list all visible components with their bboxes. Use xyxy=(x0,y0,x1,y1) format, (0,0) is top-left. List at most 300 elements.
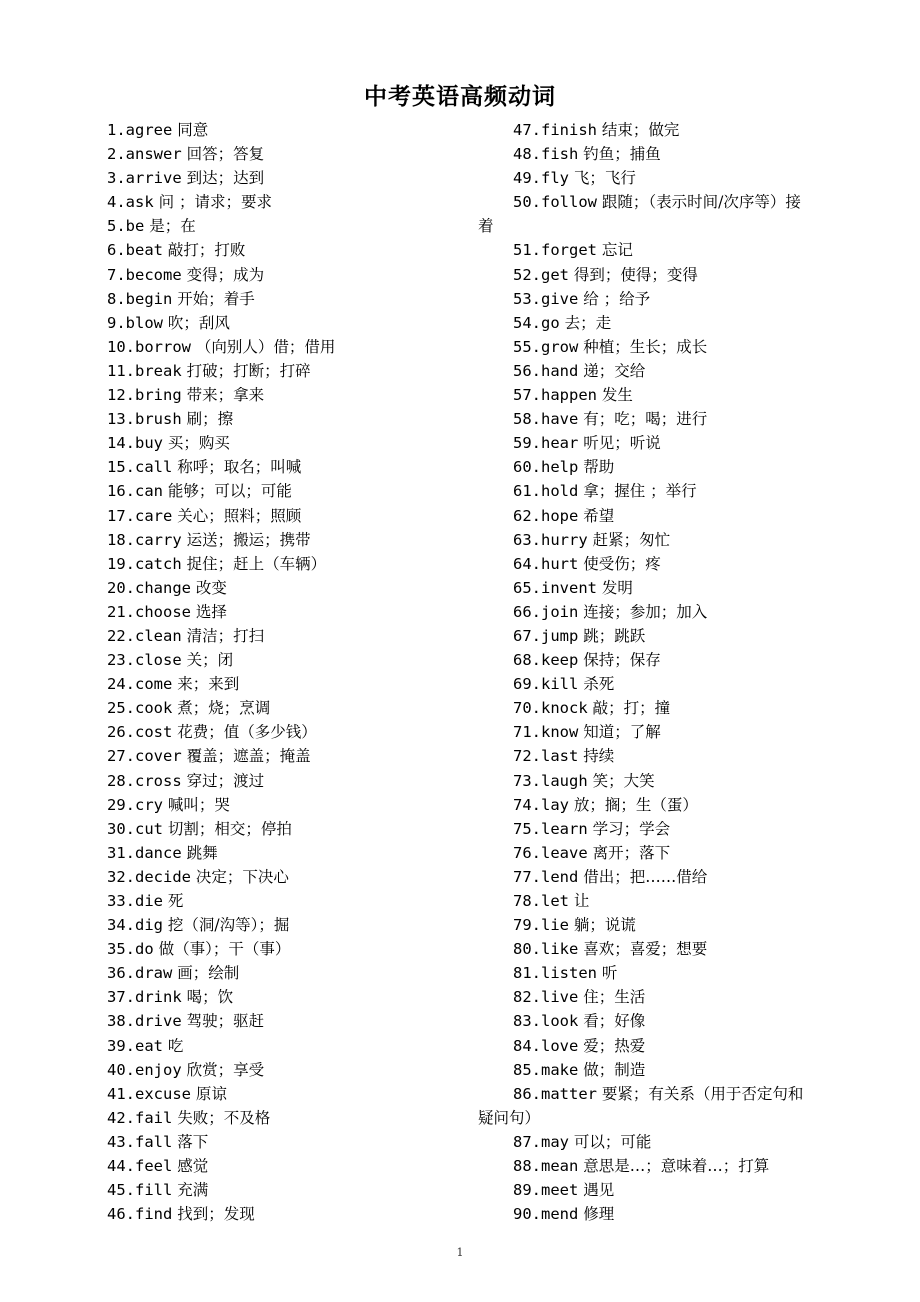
vocab-entry xyxy=(478,769,868,793)
entry-word: fall xyxy=(135,1132,173,1151)
entry-number: 7. xyxy=(107,265,126,284)
vocab-entry xyxy=(478,1034,868,1058)
entry-word: have xyxy=(541,410,579,429)
entry-number: 88. xyxy=(513,1157,541,1176)
entry-number: 21. xyxy=(107,602,135,621)
entry-number: 70. xyxy=(513,699,541,718)
entry-word: invent xyxy=(541,578,597,597)
entry-word: bring xyxy=(135,386,182,405)
vocab-entry xyxy=(478,1154,868,1178)
vocab-entry xyxy=(478,479,868,503)
entry-meaning: 飞；飞行 xyxy=(569,169,636,188)
entry-number: 62. xyxy=(513,506,541,525)
entry-word: hear xyxy=(541,434,579,453)
entry-word: live xyxy=(541,988,579,1007)
entry-meaning: 来；来到 xyxy=(172,675,240,694)
entry-meaning: 钓鱼；捕鱼 xyxy=(578,145,661,164)
vocab-entry xyxy=(107,431,507,455)
vocab-entry xyxy=(107,720,507,744)
entry-word: learn xyxy=(541,819,588,838)
vocab-entry xyxy=(107,1178,507,1202)
vocab-entry xyxy=(478,793,868,817)
vocab-entry xyxy=(478,985,868,1009)
entry-word: give xyxy=(541,289,579,308)
entry-word: look xyxy=(541,1012,579,1031)
entry-word: follow xyxy=(541,193,597,212)
entry-meaning: 死 xyxy=(163,892,184,910)
entry-word: blow xyxy=(125,313,163,332)
entry-meaning: 切割；相交；停拍 xyxy=(163,819,292,838)
entry-number: 48. xyxy=(513,145,541,164)
vocab-entry xyxy=(478,1058,868,1082)
vocab-entry xyxy=(478,504,868,528)
vocab-entry xyxy=(478,913,868,937)
entry-word: brush xyxy=(135,410,182,429)
vocab-entry xyxy=(107,744,507,768)
vocab-entry xyxy=(107,1202,507,1226)
entry-number: 16. xyxy=(107,482,135,501)
entry-number: 53. xyxy=(513,289,541,308)
vocab-entry xyxy=(107,1009,507,1033)
entry-meaning: 连接；参加；加入 xyxy=(578,602,708,621)
entry-number: 54. xyxy=(513,313,541,332)
entry-meaning: 问 ；请求；要求 xyxy=(153,193,273,212)
vocab-entry xyxy=(107,817,507,841)
entry-meaning: 发明 xyxy=(597,578,633,597)
entry-number: 9. xyxy=(107,313,126,332)
entry-word: fill xyxy=(135,1181,173,1200)
vocab-entry xyxy=(478,335,868,359)
vocab-entry xyxy=(478,166,868,190)
vocab-entry xyxy=(107,214,507,238)
vocab-entry xyxy=(478,383,868,407)
vocab-entry xyxy=(107,793,507,817)
vocab-entry xyxy=(478,576,868,600)
entry-word: fail xyxy=(135,1108,173,1127)
entry-word: hurry xyxy=(541,530,588,549)
entry-number: 56. xyxy=(513,361,541,380)
vocab-entry xyxy=(478,624,868,648)
entry-number: 82. xyxy=(513,988,541,1007)
entry-word: borrow xyxy=(135,337,191,356)
entry-word: leave xyxy=(541,843,588,862)
vocab-entry xyxy=(478,287,868,311)
vocab-entry xyxy=(107,648,507,672)
vocab-entry xyxy=(478,238,868,262)
vocab-entry xyxy=(107,672,507,696)
vocab-entry xyxy=(107,961,507,985)
entry-word: cross xyxy=(135,771,182,790)
page-title: 中考英语高频动词 xyxy=(364,84,556,110)
vocab-entry xyxy=(478,190,868,214)
entry-word: lend xyxy=(541,867,579,886)
entry-number: 80. xyxy=(513,940,541,959)
entry-meaning: 关；闭 xyxy=(181,651,234,670)
entry-word: ask xyxy=(125,193,154,212)
entry-word: last xyxy=(541,747,579,766)
entry-meaning-continued: 疑问句） xyxy=(478,1108,541,1127)
entry-word: dig xyxy=(135,916,163,935)
entry-word: cry xyxy=(135,795,163,814)
entry-number: 3. xyxy=(107,169,126,188)
entry-meaning: 找到；发现 xyxy=(172,1205,255,1224)
entry-number: 18. xyxy=(107,530,135,549)
entry-number: 59. xyxy=(513,434,541,453)
vocab-entry xyxy=(478,696,868,720)
entry-word: may xyxy=(541,1132,569,1151)
entry-word: mean xyxy=(541,1157,579,1176)
entry-word: change xyxy=(135,578,191,597)
entry-meaning: 喝；饮 xyxy=(181,988,234,1007)
entry-number: 11. xyxy=(107,361,135,380)
entry-number: 46. xyxy=(107,1205,135,1224)
entry-meaning: 刷；擦 xyxy=(181,410,234,429)
vocab-entry xyxy=(478,407,868,431)
entry-word: keep xyxy=(541,651,579,670)
entry-word: begin xyxy=(125,289,173,308)
vocab-entry xyxy=(107,1058,507,1082)
vocab-entry xyxy=(107,624,507,648)
vocab-entry xyxy=(107,190,507,214)
entry-meaning: 躺；说谎 xyxy=(569,916,636,935)
vocab-entry xyxy=(478,889,868,913)
entry-word: mend xyxy=(541,1205,579,1224)
entry-number: 72. xyxy=(513,747,541,766)
entry-meaning: 原谅 xyxy=(191,1084,227,1103)
entry-number: 5. xyxy=(107,217,126,236)
entry-word: grow xyxy=(541,337,579,356)
entry-meaning: 杀死 xyxy=(578,675,615,694)
entry-word: catch xyxy=(135,554,182,573)
entry-word: enjoy xyxy=(135,1060,182,1079)
vocab-entry xyxy=(478,1202,868,1226)
entry-word: buy xyxy=(135,434,163,453)
entry-meaning: 种植；生长；成长 xyxy=(578,337,708,356)
entry-number: 6. xyxy=(107,241,126,260)
entry-meaning: 吃 xyxy=(163,1036,184,1055)
entry-number: 81. xyxy=(513,964,541,983)
entry-number: 61. xyxy=(513,482,541,501)
entry-word: know xyxy=(541,723,579,742)
vocab-entry xyxy=(107,479,507,503)
entry-word: close xyxy=(135,651,182,670)
vocab-entry xyxy=(478,528,868,552)
entry-number: 22. xyxy=(107,626,135,645)
vocab-entry xyxy=(107,889,507,913)
vocab-entry xyxy=(107,166,507,190)
entry-number: 38. xyxy=(107,1012,135,1031)
vocab-entry xyxy=(478,600,868,624)
entry-word: kill xyxy=(541,675,579,694)
vocab-entry xyxy=(478,1130,868,1154)
entry-number: 84. xyxy=(513,1036,541,1055)
entry-meaning: 要紧；有关系（用于否定句和 xyxy=(597,1084,804,1103)
vocab-entry xyxy=(107,937,507,961)
entry-meaning: 花费；值（多少钱） xyxy=(172,723,317,742)
entry-meaning: 听 xyxy=(597,964,618,983)
entry-meaning: 看；好像 xyxy=(578,1012,646,1031)
entry-meaning: 听见；听说 xyxy=(578,434,661,453)
entry-meaning: 覆盖；遮盖；掩盖 xyxy=(181,747,311,766)
entry-word: dance xyxy=(135,843,182,862)
entry-meaning: 帮助 xyxy=(578,458,615,477)
entry-word: decide xyxy=(135,867,191,886)
entry-meaning: 变得；成为 xyxy=(181,265,265,284)
entry-meaning: 感觉 xyxy=(172,1157,209,1176)
entry-meaning: 借出；把……借给 xyxy=(578,867,708,886)
entry-number: 90. xyxy=(513,1205,541,1224)
entry-word: let xyxy=(541,892,569,910)
entry-meaning: 关心；照料；照顾 xyxy=(172,506,302,525)
entry-meaning: 学习；学会 xyxy=(587,819,671,838)
entry-word: become xyxy=(125,265,182,284)
entry-number: 25. xyxy=(107,699,135,718)
entry-meaning: 知道；了解 xyxy=(578,723,661,742)
entry-meaning: 能够；可以；可能 xyxy=(163,482,292,501)
entry-word: forget xyxy=(541,241,597,260)
entry-meaning-continued: 着 xyxy=(478,217,494,236)
entry-word: agree xyxy=(125,121,173,139)
entry-word: hand xyxy=(541,361,579,380)
entry-meaning: 放；搁；生（蛋） xyxy=(569,795,698,814)
entry-meaning: 修理 xyxy=(578,1205,615,1224)
entry-word: die xyxy=(135,892,163,910)
entry-meaning: 让 xyxy=(569,892,590,910)
entry-meaning: 去；走 xyxy=(559,313,612,332)
entry-word: make xyxy=(541,1060,579,1079)
entry-number: 31. xyxy=(107,843,135,862)
vocab-entry xyxy=(107,1154,507,1178)
vocab-entry xyxy=(107,1082,507,1106)
vocab-entry xyxy=(478,263,868,287)
vocab-entry xyxy=(107,118,507,142)
entry-meaning: 决定；下决心 xyxy=(191,867,289,886)
entry-meaning: 失败；不及格 xyxy=(172,1108,271,1127)
vocab-entry xyxy=(107,335,507,359)
entry-number: 67. xyxy=(513,626,541,645)
vocab-entry xyxy=(107,263,507,287)
entry-number: 4. xyxy=(107,193,126,212)
entry-meaning: 笑；大笑 xyxy=(587,771,655,790)
entry-meaning: 做（事）；干（事） xyxy=(153,940,291,959)
entry-number: 30. xyxy=(107,819,135,838)
entry-word: get xyxy=(541,265,569,284)
entry-meaning: 保持；保存 xyxy=(578,651,661,670)
vocab-entry xyxy=(478,937,868,961)
vocab-entry xyxy=(478,744,868,768)
entry-number: 12. xyxy=(107,386,135,405)
entry-word: drive xyxy=(135,1012,182,1031)
entry-meaning: 同意 xyxy=(172,121,209,139)
entry-word: do xyxy=(135,940,154,959)
vocab-entry xyxy=(478,552,868,576)
entry-number: 44. xyxy=(107,1157,135,1176)
vocab-entry xyxy=(107,407,507,431)
entry-meaning: 捉住；赶上（车辆） xyxy=(181,554,327,573)
entry-number: 79. xyxy=(513,916,541,935)
entry-meaning: 住；生活 xyxy=(578,988,646,1007)
entry-number: 13. xyxy=(107,410,135,429)
entry-number: 63. xyxy=(513,530,541,549)
vocab-entry xyxy=(107,311,507,335)
entry-word: cover xyxy=(135,747,182,766)
entry-meaning: 称呼；取名；叫喊 xyxy=(172,458,302,477)
entry-word: choose xyxy=(135,602,191,621)
entry-number: 23. xyxy=(107,651,135,670)
vocab-entry xyxy=(107,455,507,479)
entry-word: break xyxy=(135,361,182,380)
entry-number: 74. xyxy=(513,795,541,814)
entry-word: love xyxy=(541,1036,579,1055)
entry-number: 49. xyxy=(513,169,541,188)
vocab-entry xyxy=(107,359,507,383)
vocab-entry xyxy=(107,696,507,720)
entry-number: 45. xyxy=(107,1181,135,1200)
entry-number: 10. xyxy=(107,337,135,356)
entry-number: 86. xyxy=(513,1084,541,1103)
entry-number: 39. xyxy=(107,1036,135,1055)
entry-meaning: 打破；打断；打碎 xyxy=(181,361,311,380)
entry-word: be xyxy=(125,217,145,236)
vocab-entry xyxy=(478,817,868,841)
entry-meaning: 画；绘制 xyxy=(172,964,240,983)
entry-meaning: 运送；搬运；携带 xyxy=(181,530,311,549)
entry-meaning: 喜欢；喜爱；想要 xyxy=(578,940,708,959)
entry-meaning: 希望 xyxy=(578,506,615,525)
vocab-entry xyxy=(107,985,507,1009)
entry-meaning: 遇见 xyxy=(578,1181,615,1200)
entry-number: 17. xyxy=(107,506,135,525)
entry-meaning: 做；制造 xyxy=(578,1060,646,1079)
entry-number: 43. xyxy=(107,1132,135,1151)
entry-number: 1. xyxy=(107,121,126,139)
entry-meaning: 清洁；打扫 xyxy=(181,626,265,645)
entry-word: listen xyxy=(541,964,597,983)
entry-number: 89. xyxy=(513,1181,541,1200)
entry-word: cut xyxy=(135,819,163,838)
entry-word: carry xyxy=(135,530,182,549)
entry-word: like xyxy=(541,940,579,959)
entry-number: 65. xyxy=(513,578,541,597)
entry-meaning: 敲打；打败 xyxy=(163,241,246,260)
vocab-entry xyxy=(107,576,507,600)
entry-meaning: 充满 xyxy=(172,1181,209,1200)
entry-meaning: 选择 xyxy=(191,602,227,621)
entry-word: come xyxy=(135,675,173,694)
vocab-entry xyxy=(478,961,868,985)
vocab-entry xyxy=(107,528,507,552)
entry-meaning: 给 ；给予 xyxy=(578,289,651,308)
vocab-entry xyxy=(107,238,507,262)
entry-number: 55. xyxy=(513,337,541,356)
entry-word: jump xyxy=(541,626,579,645)
entry-number: 58. xyxy=(513,410,541,429)
entry-meaning: 驾驶；驱赶 xyxy=(181,1012,265,1031)
entry-word: lay xyxy=(541,795,569,814)
entry-meaning: 离开；落下 xyxy=(587,843,671,862)
vocab-entry xyxy=(107,142,507,166)
entry-number: 32. xyxy=(107,867,135,886)
entry-number: 83. xyxy=(513,1012,541,1031)
entry-number: 75. xyxy=(513,819,541,838)
entry-number: 26. xyxy=(107,723,135,742)
entry-meaning: 跳舞 xyxy=(181,843,218,862)
entry-word: draw xyxy=(135,964,173,983)
entry-number: 34. xyxy=(107,916,135,935)
vocab-entry xyxy=(107,287,507,311)
vocab-entry xyxy=(107,1034,507,1058)
entry-word: clean xyxy=(135,626,182,645)
entry-meaning: 穿过；渡过 xyxy=(181,771,265,790)
entry-number: 19. xyxy=(107,554,135,573)
vocab-entry xyxy=(107,504,507,528)
vocab-entry xyxy=(107,1130,507,1154)
vocab-entry xyxy=(478,1009,868,1033)
entry-meaning: 敲；打；撞 xyxy=(587,699,671,718)
entry-word: go xyxy=(541,313,560,332)
entry-word: hurt xyxy=(541,554,579,573)
entry-word: answer xyxy=(125,145,182,164)
vocab-entry xyxy=(478,142,868,166)
entry-word: cook xyxy=(135,699,173,718)
entry-number: 41. xyxy=(107,1084,135,1103)
vocab-entry xyxy=(107,841,507,865)
vocab-entry xyxy=(107,865,507,889)
entry-number: 40. xyxy=(107,1060,135,1079)
entry-word: eat xyxy=(135,1036,163,1055)
entry-word: hold xyxy=(541,482,579,501)
entry-number: 51. xyxy=(513,241,541,260)
entry-number: 71. xyxy=(513,723,541,742)
vocab-entry xyxy=(478,431,868,455)
vocab-entry xyxy=(478,359,868,383)
entry-word: happen xyxy=(541,386,597,405)
entry-number: 64. xyxy=(513,554,541,573)
vocab-entry xyxy=(478,672,868,696)
entry-meaning: 发生 xyxy=(597,386,633,405)
entry-number: 73. xyxy=(513,771,541,790)
vocab-entry xyxy=(107,552,507,576)
entry-number: 68. xyxy=(513,651,541,670)
vocab-entry xyxy=(478,1178,868,1202)
entry-number: 50. xyxy=(513,193,541,212)
entry-word: cost xyxy=(135,723,173,742)
entry-word: drink xyxy=(135,988,182,1007)
entry-word: matter xyxy=(541,1084,597,1103)
entry-meaning: 回答；答复 xyxy=(181,145,265,164)
entry-word: lie xyxy=(541,916,569,935)
vocab-entry xyxy=(478,1082,868,1106)
vocab-entry xyxy=(107,1106,507,1130)
entry-meaning: 赶紧；匆忙 xyxy=(587,530,671,549)
entry-number: 35. xyxy=(107,940,135,959)
entry-meaning: 挖（洞/沟等）；掘 xyxy=(163,916,290,935)
entry-number: 28. xyxy=(107,771,135,790)
entry-word: fly xyxy=(541,169,569,188)
entry-word: feel xyxy=(135,1157,173,1176)
right-column xyxy=(478,118,868,1226)
entry-meaning: 爱；热爱 xyxy=(578,1036,646,1055)
entry-number: 2. xyxy=(107,145,126,164)
entry-meaning: 使受伤；疼 xyxy=(578,554,661,573)
entry-meaning: 跟随；（表示时间/次序等）接 xyxy=(597,193,801,212)
entry-meaning: 跳；跳跃 xyxy=(578,626,646,645)
entry-word: find xyxy=(135,1205,173,1224)
entry-number: 52. xyxy=(513,265,541,284)
entry-word: join xyxy=(541,602,579,621)
entry-word: arrive xyxy=(125,169,182,188)
entry-number: 76. xyxy=(513,843,541,862)
